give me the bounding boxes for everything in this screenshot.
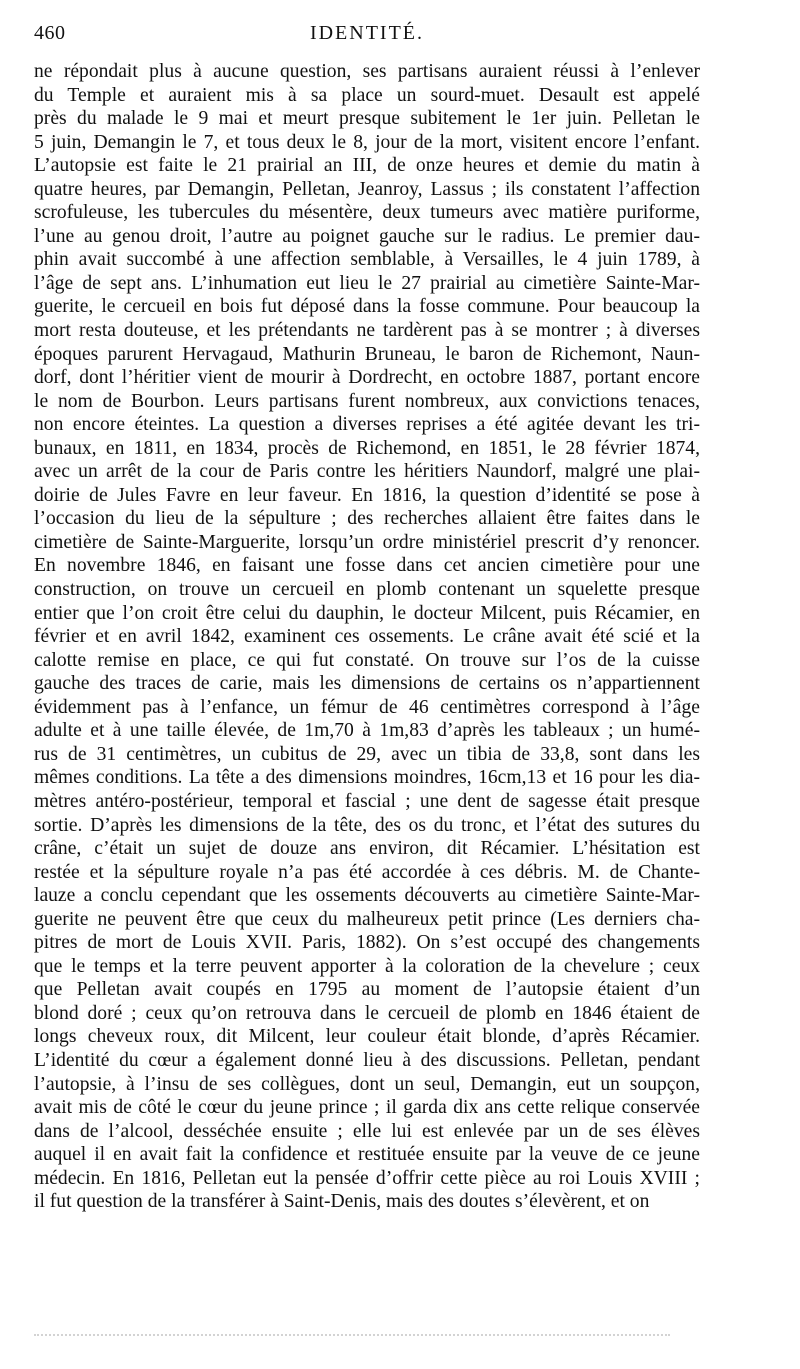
text-line: l’âge de sept ans. L’inhumation eut lieu le 27 prairial au cimetière Sainte-Mar- bbox=[34, 272, 700, 294]
text-line: l’autopsie, à l’insu de ses collègues, dont un seul, Demangin, eut un soupçon, bbox=[34, 1073, 700, 1095]
text-line: époques parurent Hervagaud, Mathurin Bruneau, le baron de Richemont, Naun- bbox=[34, 343, 700, 365]
text-line: avait mis de côté le cœur du jeune prince ; il garda dix ans cette relique conservée bbox=[34, 1097, 700, 1119]
text-line: longs cheveux roux, dit Milcent, leur couleur était blonde, d’après Récamier. bbox=[34, 1026, 700, 1048]
text-line: scrofuleuse, les tubercules du mésentère, deux tumeurs avec matière puriforme, bbox=[34, 202, 700, 224]
text-line: évidemment pas à l’enfance, un fémur de 46 centimètres correspond à l’âge bbox=[34, 696, 700, 718]
text-line: gauche des traces de carie, mais les dimensions de certains os n’appartiennent bbox=[34, 673, 700, 695]
text-line: mêmes conditions. La tête a des dimensions moindres, 16cm,13 et 16 pour les dia- bbox=[34, 767, 700, 789]
text-line: L’autopsie est faite le 21 prairial an III, de onze heures et demie du matin à bbox=[34, 155, 700, 177]
text-line: restée et la sépulture royale n’a pas été accordée à ces débris. M. de Chante- bbox=[34, 861, 700, 883]
text-line: En novembre 1846, en faisant une fosse dans cet ancien cimetière pour une bbox=[34, 555, 700, 577]
text-line: dans de l’alcool, desséchée ensuite ; elle lui est enlevée par un de ses élèves bbox=[34, 1120, 700, 1142]
text-line: blond doré ; ceux qu’on retrouva dans le cercueil de plomb en 1846 étaient de bbox=[34, 1002, 700, 1024]
text-line: il fut question de la transférer à Saint-Denis, mais des doutes s’élevèrent, et on bbox=[34, 1191, 650, 1213]
running-title: IDENTITÉ. bbox=[309, 22, 425, 44]
text-line: non encore éteintes. La question a diverses reprises a été agitée devant les tri- bbox=[34, 414, 700, 436]
text-line: guerite ne peuvent être que ceux du malheureux petit prince (Les derniers cha- bbox=[34, 908, 700, 930]
text-line: crâne, c’était un sujet de douze ans environ, dit Récamier. L’hésitation est bbox=[34, 838, 700, 860]
bleed-through-trace bbox=[34, 1334, 670, 1342]
text-line: adulte et à une taille élevée, de 1m,70 à 1m,83 d’après les tableaux ; un humé- bbox=[34, 720, 700, 742]
page-number: 460 bbox=[34, 22, 66, 44]
text-line: auquel il en avait fait la confidence et restituée ensuite par la veuve de ce jeune bbox=[34, 1144, 700, 1166]
text-line: bunaux, en 1811, en 1834, procès de Richemond, en 1851, le 28 février 1874, bbox=[34, 437, 700, 459]
text-line: l’une au genou droit, l’autre au poignet gauche sur le radius. Le premier dau- bbox=[34, 225, 700, 247]
text-line: phin avait succombé à une affection semblable, à Versailles, le 4 juin 1789, à bbox=[34, 249, 700, 271]
text-line: entier que l’on croit être celui du dauphin, le docteur Milcent, puis Récamier, en bbox=[34, 602, 700, 624]
body-text bbox=[34, 60, 700, 1214]
text-line: guerite, le cercueil en bois fut déposé dans la fosse commune. Pour beaucoup la bbox=[34, 296, 700, 318]
text-line: ne répondait plus à aucune question, ses partisans auraient réussi à l’enlever bbox=[34, 61, 700, 82]
text-line: que le temps et la terre peuvent apporter à la coloration de la chevelure ; ceux bbox=[34, 955, 700, 977]
text-line: cimetière de Sainte-Marguerite, lorsqu’un ordre ministériel prescrit d’y renoncer. bbox=[34, 531, 700, 553]
text-line: quatre heures, par Demangin, Pelletan, Jeanroy, Lassus ; ils constatent l’affection bbox=[34, 178, 700, 200]
text-line: 5 juin, Demangin le 7, et tous deux le 8, jour de la mort, visitent encore l’enfant. bbox=[34, 131, 700, 153]
text-line: mort resta douteuse, et les prétendants ne tardèrent pas à se montrer ; à diverses bbox=[34, 320, 700, 342]
text-line: doirie de Jules Favre en leur faveur. En 1816, la question d’identité se pose à bbox=[34, 484, 700, 506]
text-line: que Pelletan avait coupés en 1795 au moment de l’autopsie étaient d’un bbox=[34, 979, 700, 1001]
text-line: L’identité du cœur a également donné lieu à des discussions. Pelletan, pendant bbox=[34, 1049, 700, 1071]
text-line: le nom de Bourbon. Leurs partisans furent nombreux, aux convictions tenaces, bbox=[34, 390, 700, 412]
text-line: l’occasion du lieu de la sépulture ; des recherches allaient être faites dans le bbox=[34, 508, 700, 530]
text-line: rus de 31 centimètres, un cubitus de 29, avec un tibia de 33,8, sont dans les bbox=[34, 743, 700, 765]
text-line: février et en avril 1842, examinent ces ossements. Le crâne avait été scié et la bbox=[34, 626, 700, 648]
text-line: mètres antéro-postérieur, temporal et fascial ; une dent de sagesse était presque bbox=[34, 790, 700, 812]
text-line: dorf, dont l’héritier vient de mourir à Dordrecht, en octobre 1887, portant encore bbox=[34, 367, 700, 389]
text-line: lauze a conclu cependant que les ossements découverts au cimetière Sainte-Mar- bbox=[34, 885, 700, 907]
text-line: construction, on trouve un cercueil en plomb contenant un squelette presque bbox=[34, 579, 700, 601]
text-line: médecin. En 1816, Pelletan eut la pensée d’offrir cette pièce au roi Louis XVIII ; bbox=[34, 1167, 700, 1189]
text-line: du Temple et auraient mis à sa place un sourd-muet. Desault est appelé bbox=[34, 84, 700, 106]
text-line: sortie. D’après les dimensions de la tête, des os du tronc, et l’état des sutures du bbox=[34, 814, 700, 836]
text-line: pitres de mort de Louis XVII. Paris, 1882). On s’est occupé des changements bbox=[34, 932, 700, 954]
text-line: près du malade le 9 mai et meurt presque subitement le 1er juin. Pelletan le bbox=[34, 108, 700, 130]
text-line: avec un arrêt de la cour de Paris contre les héritiers Naundorf, malgré une plai- bbox=[34, 461, 700, 483]
text-line: calotte remise en place, ce qui fut constaté. On trouve sur l’os de la cuisse bbox=[34, 649, 700, 671]
page-header bbox=[34, 22, 700, 52]
